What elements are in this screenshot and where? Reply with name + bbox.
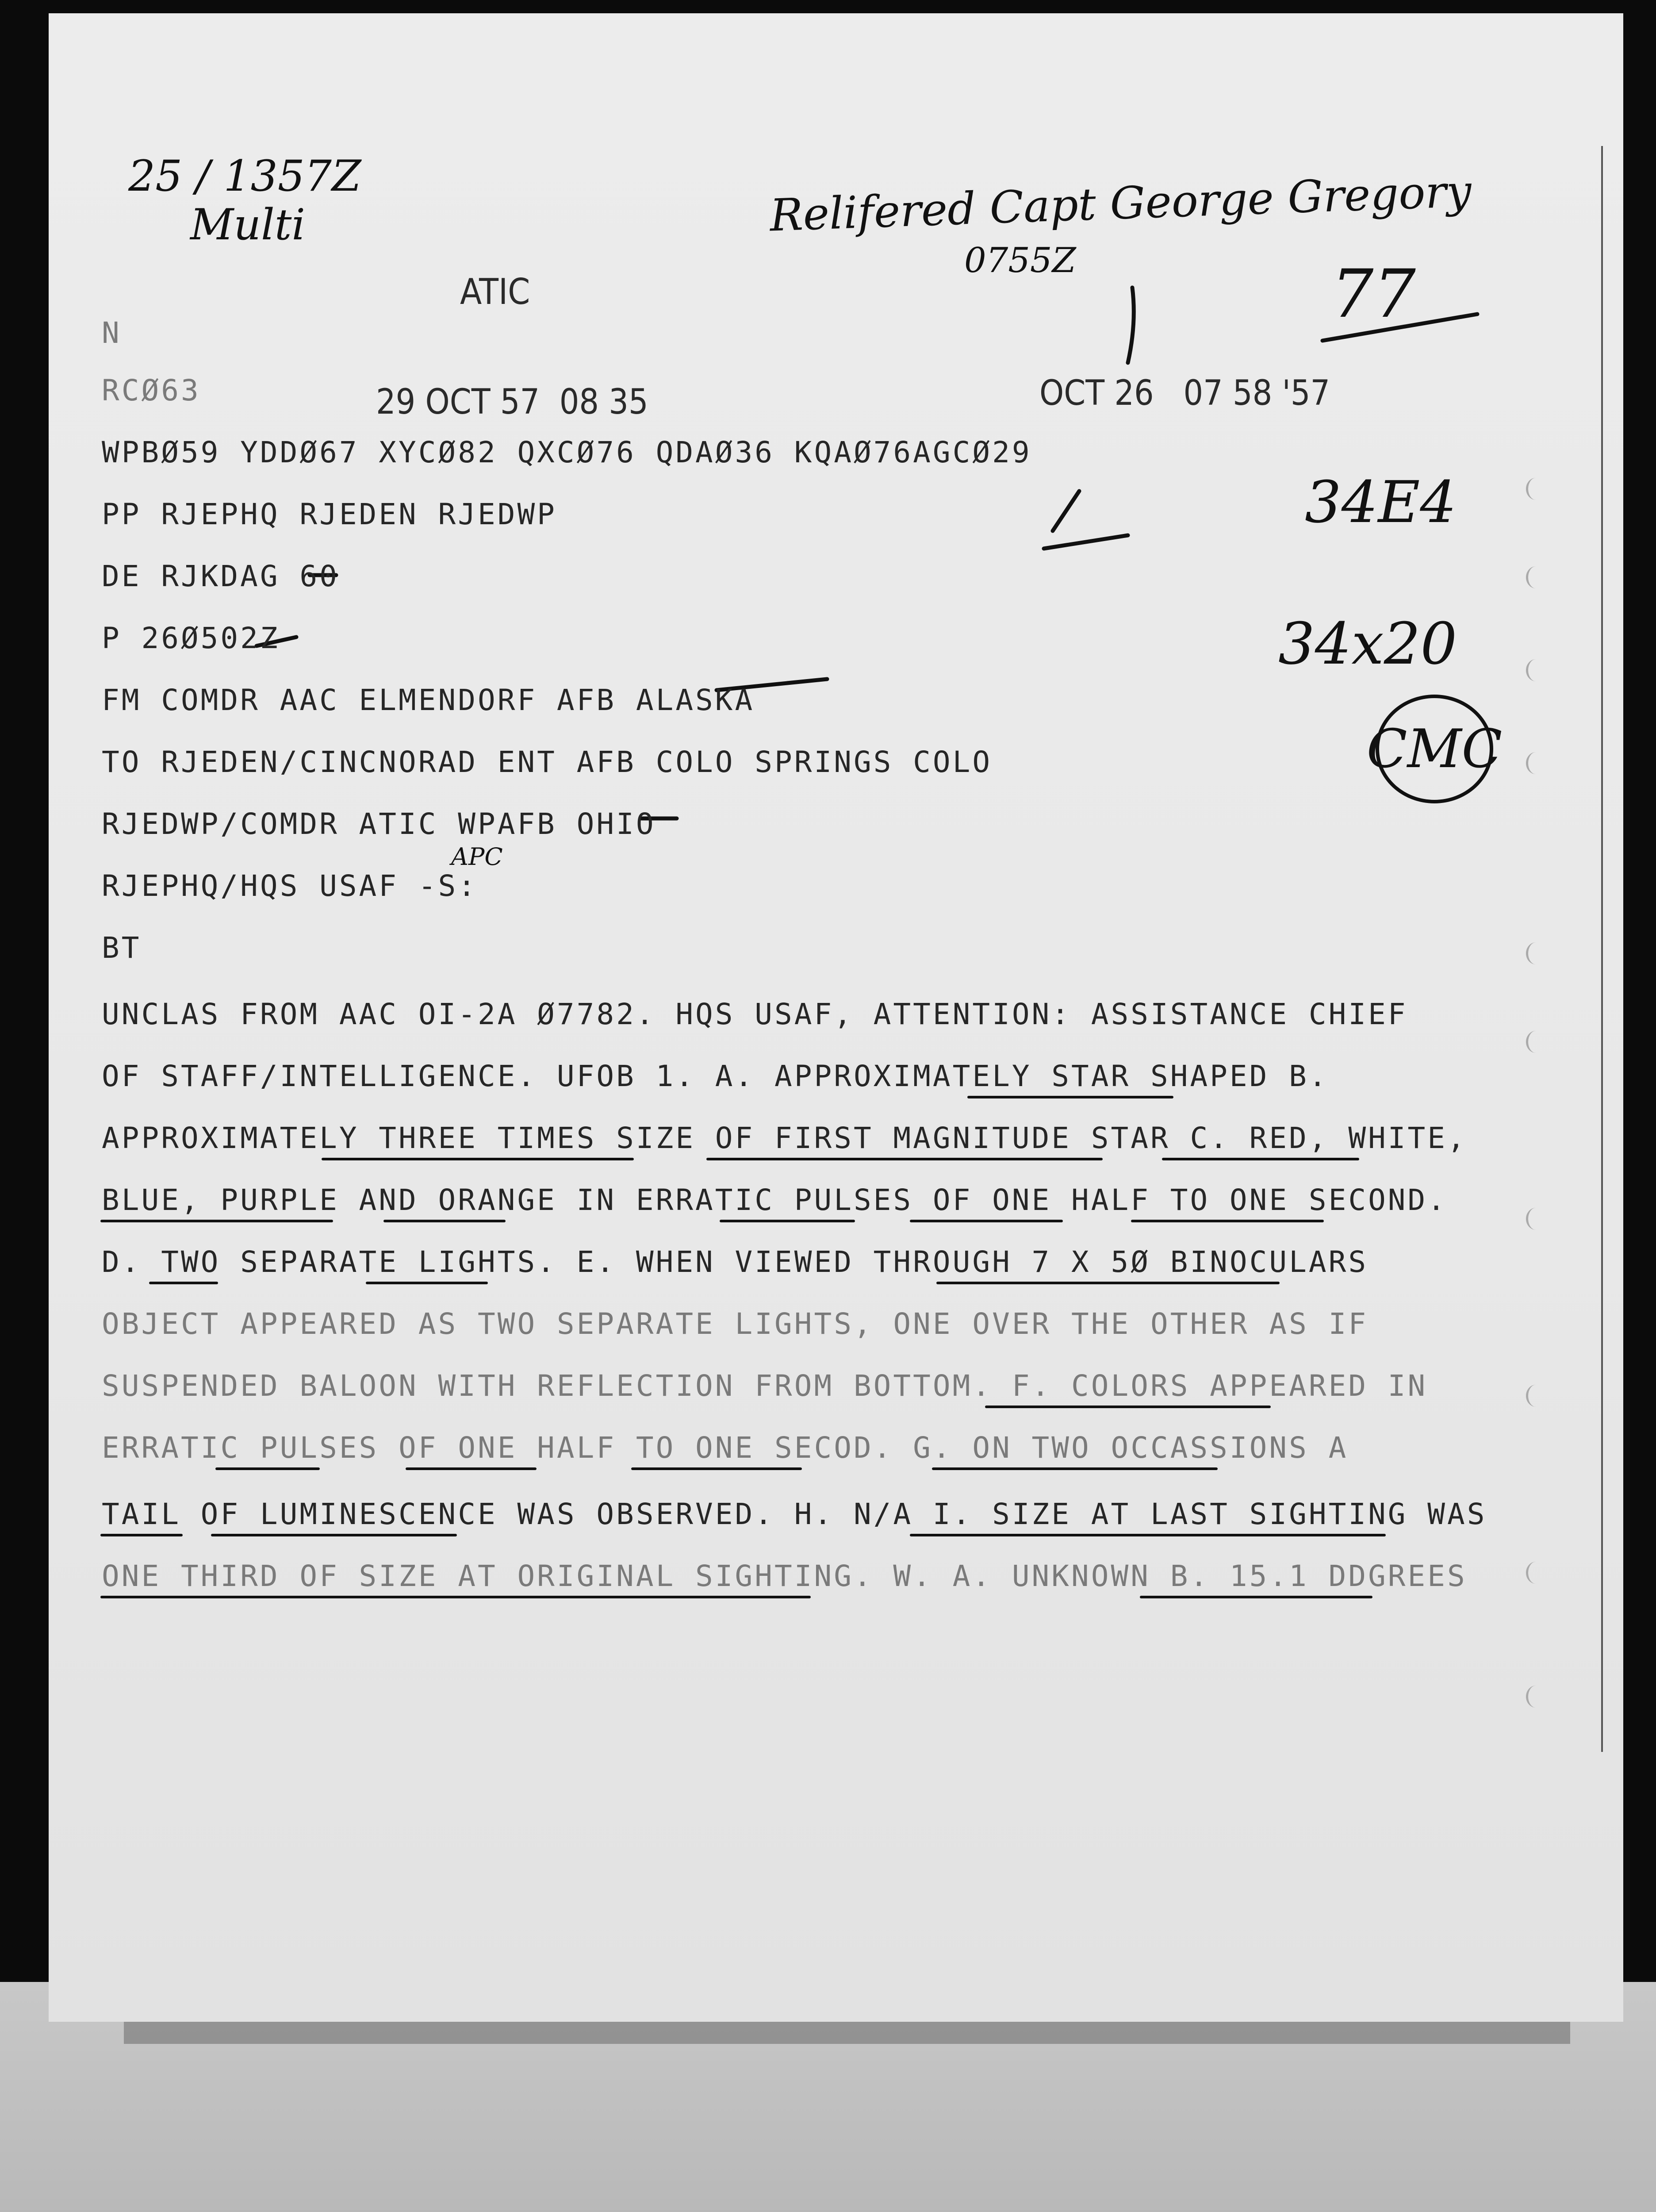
header-line-circuits: WPBØ59 YDDØ67 XYCØ82 QXCØ76 QDAØ36 KQAØ76AGCØ29	[102, 435, 1032, 469]
body-line-1: UNCLAS FROM AAC OI-2A Ø7782. HQS USAF, ATTENTION: ASSISTANCE CHIEF	[102, 997, 1408, 1031]
handwritten-apc-note: APC	[451, 843, 503, 871]
handwritten-multi-note: Multi	[190, 200, 306, 250]
body-line-6: OBJECT APPEARED AS TWO SEPARATE LIGHTS, ONE OVER THE OTHER AS IF	[102, 1307, 1368, 1341]
dated-time-stamp: OCT 26 07 58 '57	[1039, 373, 1330, 413]
received-time-stamp: 29 OCT 57 08 35	[376, 382, 648, 422]
edge-mark	[1526, 478, 1546, 500]
header-line-bt: BT	[102, 931, 142, 965]
header-line-precedence: PP RJEPHQ RJEDEN RJEDWP	[102, 497, 557, 531]
header-line-info-atic: RJEDWP/COMDR ATIC WPAFB OHIO	[102, 807, 656, 841]
header-line-n: N	[102, 316, 122, 350]
teletype-page	[49, 13, 1623, 2022]
edge-mark	[1526, 1686, 1546, 1708]
body-line-10: ONE THIRD OF SIZE AT ORIGINAL SIGHTING. W. A. UNKNOWN B. 15.1 DDGREES	[102, 1559, 1467, 1593]
edge-mark	[1526, 566, 1546, 588]
handwritten-side-mark: 34E4	[1305, 469, 1457, 536]
body-line-7: SUSPENDED BALOON WITH REFLECTION FROM BOTTOM. F. COLORS APPEARED IN	[102, 1369, 1428, 1403]
edge-mark	[1526, 942, 1546, 964]
header-line-routing: RCØ63	[102, 373, 201, 407]
handwritten-relief-note: Relifered Capt George Gregory	[769, 165, 1472, 242]
body-line-2: OF STAFF/INTELLIGENCE. UFOB 1. A. APPROXIMATELY STAR SHAPED B.	[102, 1059, 1329, 1093]
underline-marks	[49, 13, 1623, 2022]
body-line-8: ERRATIC PULSES OF ONE HALF TO ONE SECOD. G. ON TWO OCCASSIONS A	[102, 1431, 1349, 1465]
circled-initials-text: CMC	[1366, 718, 1503, 780]
header-line-to: TO RJEDEN/CINCNORAD ENT AFB COLO SPRINGS COLO	[102, 745, 993, 779]
edge-mark	[1526, 1208, 1546, 1230]
edge-mark	[1526, 1385, 1546, 1407]
handwritten-side-mark-2: 34x20	[1278, 610, 1457, 677]
header-line-de: DE RJKDAG 60	[102, 559, 339, 593]
body-line-5: D. TWO SEPARATE LIGHTS. E. WHEN VIEWED THROUGH 7 X 5Ø BINOCULARS	[102, 1245, 1368, 1279]
body-line-9: TAIL OF LUMINESCENCE WAS OBSERVED. H. N/A I. SIZE AT LAST SIGHTING WAS	[102, 1497, 1487, 1531]
edge-mark	[1526, 752, 1546, 774]
handwritten-time-0755: 0755Z	[964, 241, 1076, 280]
edge-mark	[1526, 1562, 1546, 1584]
edge-mark	[1526, 1031, 1546, 1053]
handwritten-number-77: 77	[1331, 256, 1416, 333]
header-line-from: FM COMDR AAC ELMENDORF AFB ALASKA	[102, 683, 755, 717]
atic-stamp: ATIC	[460, 271, 530, 312]
handwritten-time-note: 25 / 1357Z	[128, 151, 361, 201]
body-line-3: APPROXIMATELY THREE TIMES SIZE OF FIRST MAGNITUDE STAR C. RED, WHITE,	[102, 1121, 1467, 1155]
header-line-dtg: P 26Ø502Z	[102, 621, 280, 655]
edge-mark	[1526, 659, 1546, 681]
header-line-info-hqs: RJEPHQ/HQS USAF -S:	[102, 869, 478, 903]
body-line-4: BLUE, PURPLE AND ORANGE IN ERRATIC PULSES OF ONE HALF TO ONE SECOND.	[102, 1183, 1448, 1217]
